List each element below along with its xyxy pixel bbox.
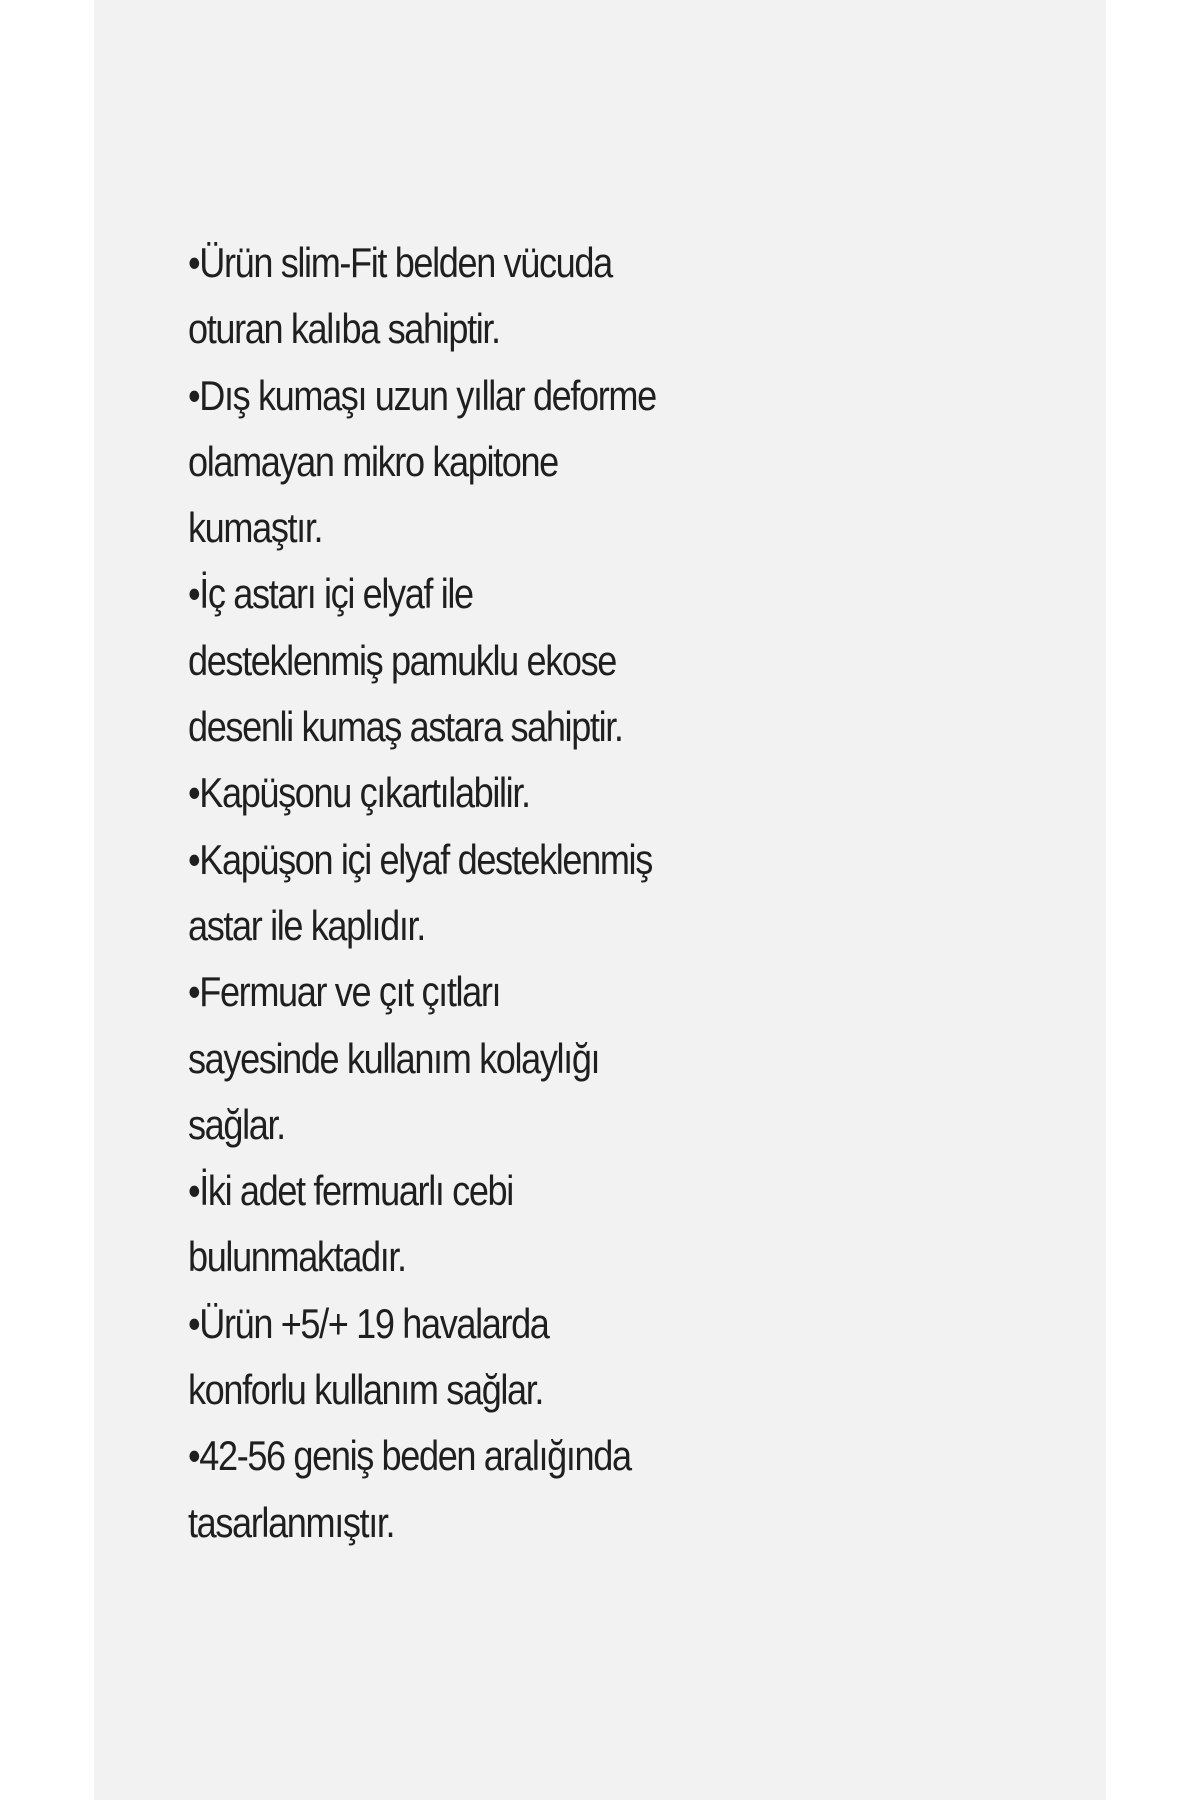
description-line: •42-56 geniş beden aralığında	[188, 1432, 631, 1480]
description-line: oturan kalıba sahiptir.	[188, 305, 500, 353]
product-description	[188, 230, 670, 1556]
description-line: tasarlanmıştır.	[188, 1498, 395, 1546]
description-line: astar ile kaplıdır.	[188, 901, 425, 949]
description-line: sağlar.	[188, 1100, 285, 1148]
description-line: •Kapüşonu çıkartılabilir.	[188, 769, 530, 817]
description-line: olamayan mikro kapitone	[188, 437, 558, 485]
description-line: •Fermuar ve çıt çıtları	[188, 968, 501, 1016]
description-line: •Ürün +5/+ 19 havalarda	[188, 1299, 549, 1347]
description-line: desenli kumaş astara sahiptir.	[188, 703, 623, 751]
description-line: •İki adet fermuarlı cebi	[188, 1167, 513, 1215]
description-line: •Dış kumaşı uzun yıllar deforme	[188, 371, 656, 419]
description-line: bulunmaktadır.	[188, 1233, 406, 1281]
description-line: •Ürün slim-Fit belden vücuda	[188, 239, 612, 286]
description-line: sayesinde kullanım kolaylığı	[188, 1034, 600, 1082]
description-line: konforlu kullanım sağlar.	[188, 1366, 544, 1414]
description-line: desteklenmiş pamuklu ekose	[188, 636, 617, 684]
description-line: •Kapüşon içi elyaf desteklenmiş	[188, 835, 652, 883]
description-line: •İç astarı içi elyaf ile	[188, 570, 473, 618]
description-line: kumaştır.	[188, 504, 323, 552]
